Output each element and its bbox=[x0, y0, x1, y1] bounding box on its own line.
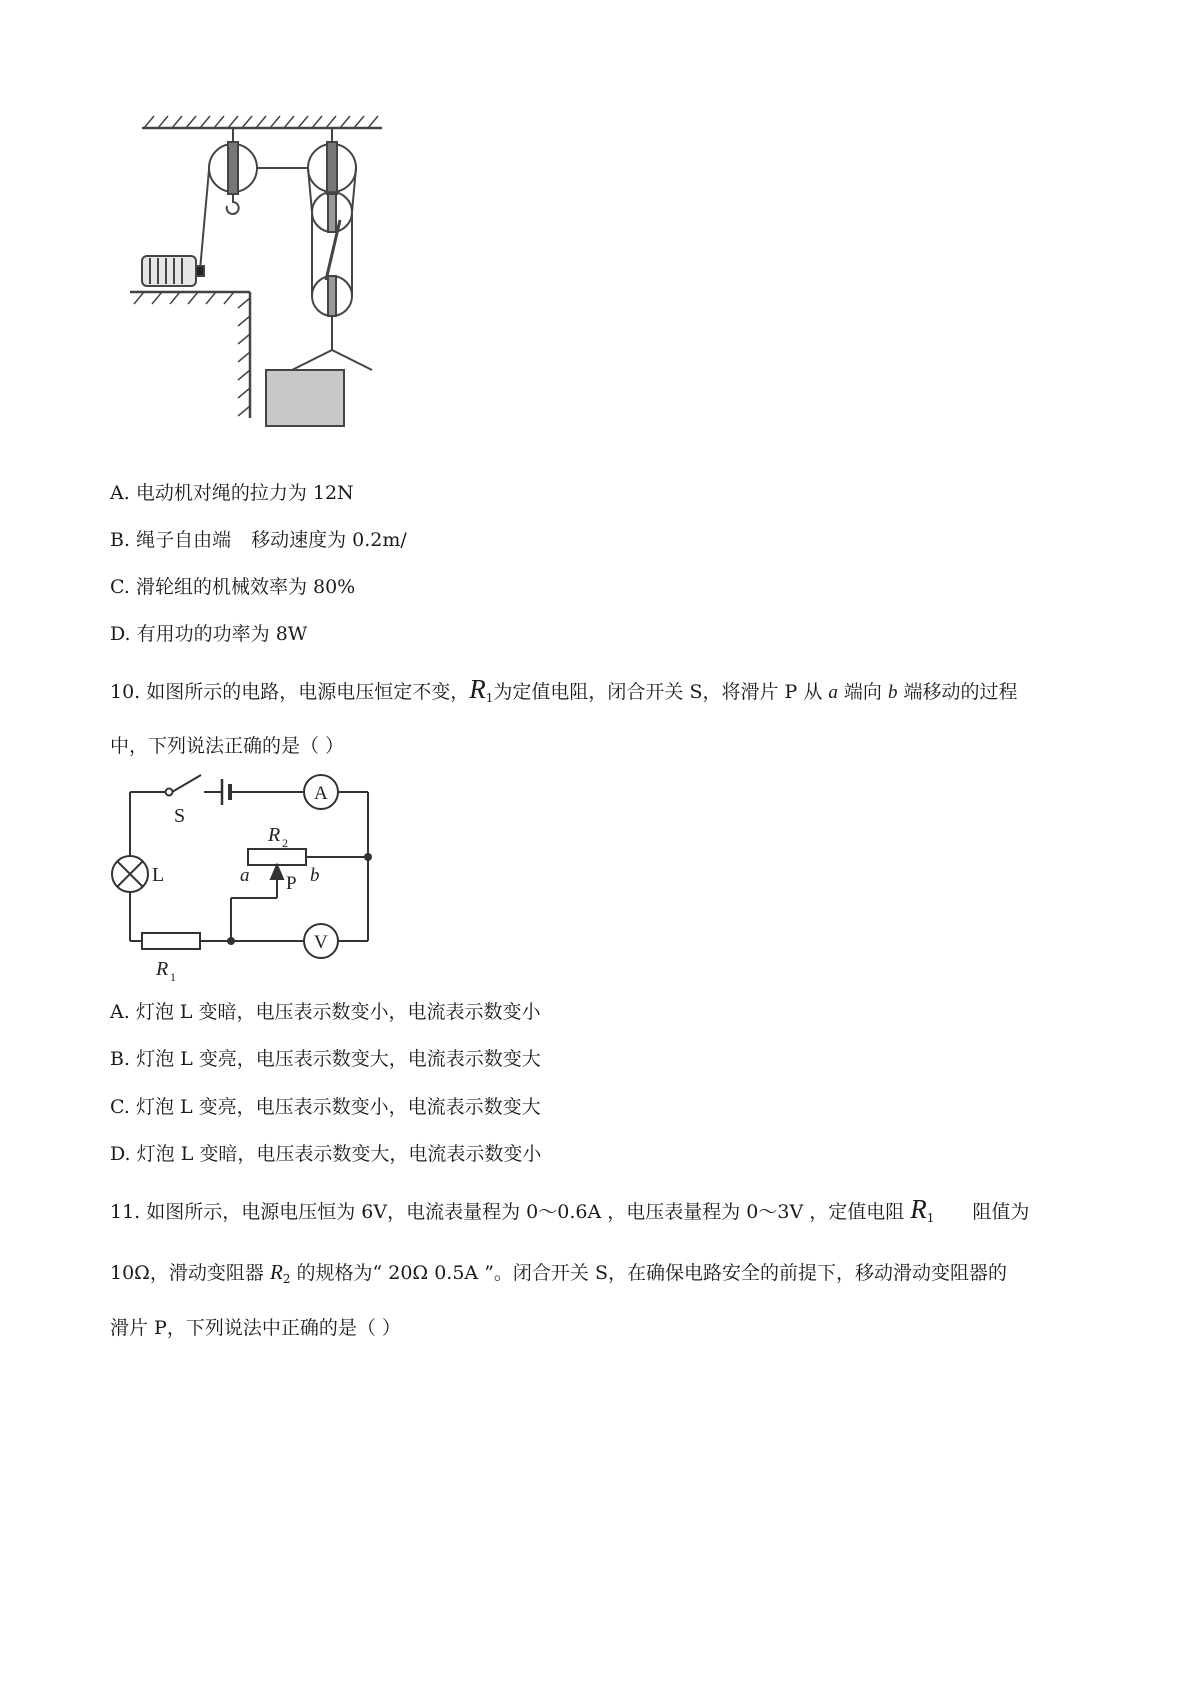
option-text: 电动机对绳的拉力为 12N bbox=[135, 482, 354, 504]
r2-subscript: 2 bbox=[282, 836, 288, 850]
option-letter: A. bbox=[110, 1001, 130, 1023]
variable-r: R bbox=[910, 1194, 927, 1224]
option-letter: D. bbox=[110, 623, 131, 645]
question-text: 端向 bbox=[837, 681, 888, 703]
question-text: 的规格为“ 20Ω 0.5A ”。闭合开关 S，在确保电路安全的前提下，移动滑动变阻器的 bbox=[290, 1262, 1007, 1284]
option-c bbox=[110, 574, 355, 600]
question-text: 如图所示的电路，电源电压恒定不变， bbox=[146, 681, 470, 703]
option-c bbox=[110, 1094, 541, 1120]
lamp-label: L bbox=[152, 864, 165, 886]
circuit-diagram bbox=[106, 765, 386, 995]
r1-label: R bbox=[156, 958, 169, 980]
variable-b: b bbox=[887, 682, 898, 703]
question-text: 阻值为 bbox=[972, 1201, 1030, 1223]
question-text: 为定值电阻，闭合开关 S，将滑片 P 从 bbox=[493, 681, 829, 703]
question-11-line-2 bbox=[110, 1259, 1007, 1292]
option-letter: B. bbox=[110, 529, 131, 551]
r1-subscript: 1 bbox=[170, 970, 176, 984]
option-a bbox=[110, 480, 354, 506]
question-number: 10. bbox=[110, 681, 141, 703]
option-text: 移动速度为 0.2m/ bbox=[251, 529, 407, 551]
option-b bbox=[110, 527, 407, 553]
option-text: 绳子自由端 bbox=[136, 529, 232, 551]
option-letter: A. bbox=[110, 482, 130, 504]
option-letter: C. bbox=[110, 576, 130, 598]
option-letter: D. bbox=[110, 1143, 131, 1165]
option-d bbox=[110, 621, 307, 647]
option-text: 滑轮组的机械效率为 80% bbox=[135, 576, 356, 598]
option-text: 灯泡 L 变暗，电压表示数变小，电流表示数变小 bbox=[135, 1001, 541, 1023]
variable-subscript: 1 bbox=[926, 1211, 935, 1225]
option-text: 灯泡 L 变暗，电压表示数变大，电流表示数变小 bbox=[136, 1143, 542, 1165]
question-number: 11. bbox=[110, 1201, 141, 1223]
b-label: b bbox=[310, 865, 320, 886]
question-text: 中，下列说法正确的是（ ） bbox=[110, 735, 345, 757]
r2-label: R bbox=[268, 824, 281, 846]
question-11-line-3 bbox=[110, 1315, 401, 1341]
variable-subscript: 2 bbox=[282, 1272, 291, 1286]
option-letter: B. bbox=[110, 1048, 131, 1070]
voltmeter-label: V bbox=[314, 932, 328, 953]
ammeter-label: A bbox=[314, 783, 328, 804]
question-text: 如图所示，电源电压恒为 6V，电流表量程为 0～0.6A ，电压表量程为 0～3V ，定值电阻 bbox=[146, 1201, 911, 1223]
question-10-line-2 bbox=[110, 733, 344, 759]
variable-r: R bbox=[269, 1260, 283, 1284]
option-letter: C. bbox=[110, 1096, 130, 1118]
variable-a: a bbox=[828, 682, 838, 703]
a-label: a bbox=[240, 865, 250, 886]
question-text: 10Ω，滑动变阻器 bbox=[110, 1262, 270, 1284]
option-d bbox=[110, 1141, 541, 1167]
question-text: 滑片 P，下列说法中正确的是（ ） bbox=[110, 1317, 401, 1339]
option-text: 灯泡 L 变亮，电压表示数变小，电流表示数变大 bbox=[135, 1096, 541, 1118]
slider-p-label: P bbox=[286, 873, 297, 894]
question-text: 端移动的过程 bbox=[897, 681, 1018, 703]
option-b bbox=[110, 1046, 541, 1072]
variable-subscript: 1 bbox=[485, 691, 494, 705]
option-text: 有用功的功率为 8W bbox=[136, 623, 308, 645]
pulley-motor-figure bbox=[130, 108, 400, 458]
option-text: 灯泡 L 变亮，电压表示数变大，电流表示数变大 bbox=[136, 1048, 541, 1070]
question-11-line-1 bbox=[110, 1196, 1029, 1231]
option-a bbox=[110, 999, 541, 1025]
switch-label: S bbox=[174, 805, 186, 827]
variable-r: R bbox=[469, 674, 486, 704]
question-10-line-1 bbox=[110, 676, 1018, 711]
